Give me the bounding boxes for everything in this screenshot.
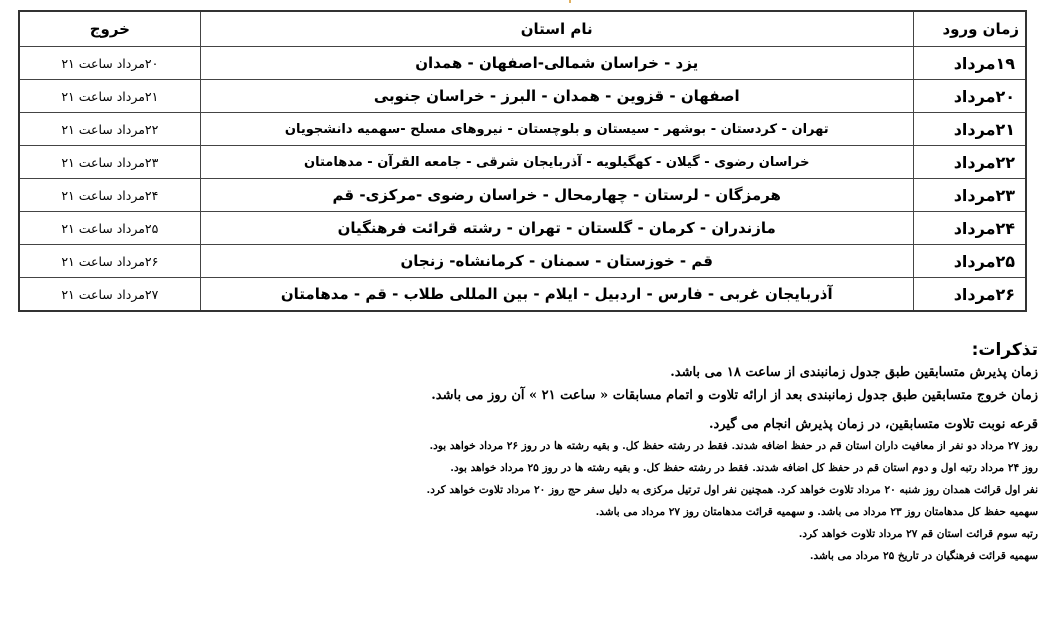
exit-time: ۲۲مرداد ساعت ۲۱ — [19, 113, 200, 146]
header-exit: خروج — [19, 11, 200, 47]
notes-title: تذکرات: — [971, 340, 1038, 360]
notes-section — [18, 340, 1038, 573]
table-row — [19, 245, 1026, 278]
entry-date: ۲۱مرداد — [913, 113, 1026, 146]
province-list: خراسان رضوی - گیلان - کهگیلویه - آذربایجان شرقی - جامعه القرآن - مدهامتان — [200, 146, 913, 179]
note-item: قرعه نوبت تلاوت متسابقین، در زمان پذیرش انجام می گیرد. — [708, 417, 1038, 432]
exit-time: ۲۱مرداد ساعت ۲۱ — [19, 80, 200, 113]
table-row — [19, 278, 1026, 312]
entry-date: ۲۳مرداد — [913, 179, 1026, 212]
exit-time: ۲۷مرداد ساعت ۲۱ — [19, 278, 200, 312]
entry-date: ۲۶مرداد — [913, 278, 1026, 312]
note-item: سهمیه قرائت فرهنگیان در تاریخ ۲۵ مرداد می باشد. — [809, 550, 1038, 562]
entry-date: ۲۴مرداد — [913, 212, 1026, 245]
exit-time: ۲۴مرداد ساعت ۲۱ — [19, 179, 200, 212]
table-row — [19, 212, 1026, 245]
entry-date: ۲۲مرداد — [913, 146, 1026, 179]
table-row — [19, 80, 1026, 113]
province-list: اصفهان - قزوین - همدان - البرز - خراسان جنوبی — [200, 80, 913, 113]
note-item: سهمیه حفظ کل مدهامتان روز ۲۳ مرداد می باشد. و سهمیه قرائت مدهامتان روز ۲۷ مرداد می باشد. — [595, 506, 1038, 518]
schedule-table — [18, 10, 1027, 312]
province-list: قم - خوزستان - سمنان - کرمانشاه- زنجان — [200, 245, 913, 278]
note-item: زمان خروج متسابقین طبق جدول زمانبندی بعد از ارائه تلاوت و اتمام مسابقات « ساعت ۲۱ » آن روز می باشد. — [431, 388, 1038, 403]
table-row — [19, 179, 1026, 212]
note-item: روز ۲۴ مرداد رتبه اول و دوم استان قم در حفظ کل اضافه شدند. فقط در رشته حفظ کل. و بقیه رشته ها در روز ۲۵ مرداد خواهد بود. — [450, 462, 1038, 474]
exit-time: ۲۳مرداد ساعت ۲۱ — [19, 146, 200, 179]
province-list: مازندران - کرمان - گلستان - تهران - رشته قرائت فرهنگیان — [200, 212, 913, 245]
note-item: روز ۲۷ مرداد دو نفر از معافیت داران استان قم در حفظ اضافه شدند. فقط در رشته حفظ کل. و بقیه رشته ها در روز ۲۶ مرداد خواهد بود. — [429, 440, 1038, 452]
table-row — [19, 47, 1026, 80]
exit-time: ۲۰مرداد ساعت ۲۱ — [19, 47, 200, 80]
entry-date: ۲۰مرداد — [913, 80, 1026, 113]
province-list: هرمزگان - لرستان - چهارمحال - خراسان رضوی -مرکزی- قم — [200, 179, 913, 212]
province-list: یزد - خراسان شمالی-اصفهان - همدان — [200, 47, 913, 80]
table-row — [19, 146, 1026, 179]
province-list: آذربایجان غربی - فارس - اردبیل - ایلام - بین المللی طلاب - قم - مدهامتان — [200, 278, 913, 312]
note-item: نفر اول قرائت همدان روز شنبه ۲۰ مرداد تلاوت خواهد کرد. همچنین نفر اول ترتیل مرکزی به دلیل سفر حج روز ۲۰ مرداد تلاوت خواهد کرد. — [426, 484, 1038, 496]
province-list: تهران - کردستان - بوشهر - سیستان و بلوچستان - نیروهای مسلح -سهمیه دانشجویان — [200, 113, 913, 146]
exit-time: ۲۶مرداد ساعت ۲۱ — [19, 245, 200, 278]
scan-artifact — [569, 0, 571, 3]
table-header-row — [19, 11, 1026, 47]
table-row — [19, 113, 1026, 146]
entry-date: ۲۵مرداد — [913, 245, 1026, 278]
entry-date: ۱۹مرداد — [913, 47, 1026, 80]
note-item: رتبه سوم قرائت استان قم ۲۷ مرداد تلاوت خواهد کرد. — [798, 528, 1038, 540]
header-entry-time: زمان ورود — [913, 11, 1026, 47]
exit-time: ۲۵مرداد ساعت ۲۱ — [19, 212, 200, 245]
note-item: زمان پذیرش متسابقین طبق جدول زمانبندی از ساعت ۱۸ می باشد. — [670, 365, 1038, 380]
header-province-name: نام استان — [200, 11, 913, 47]
